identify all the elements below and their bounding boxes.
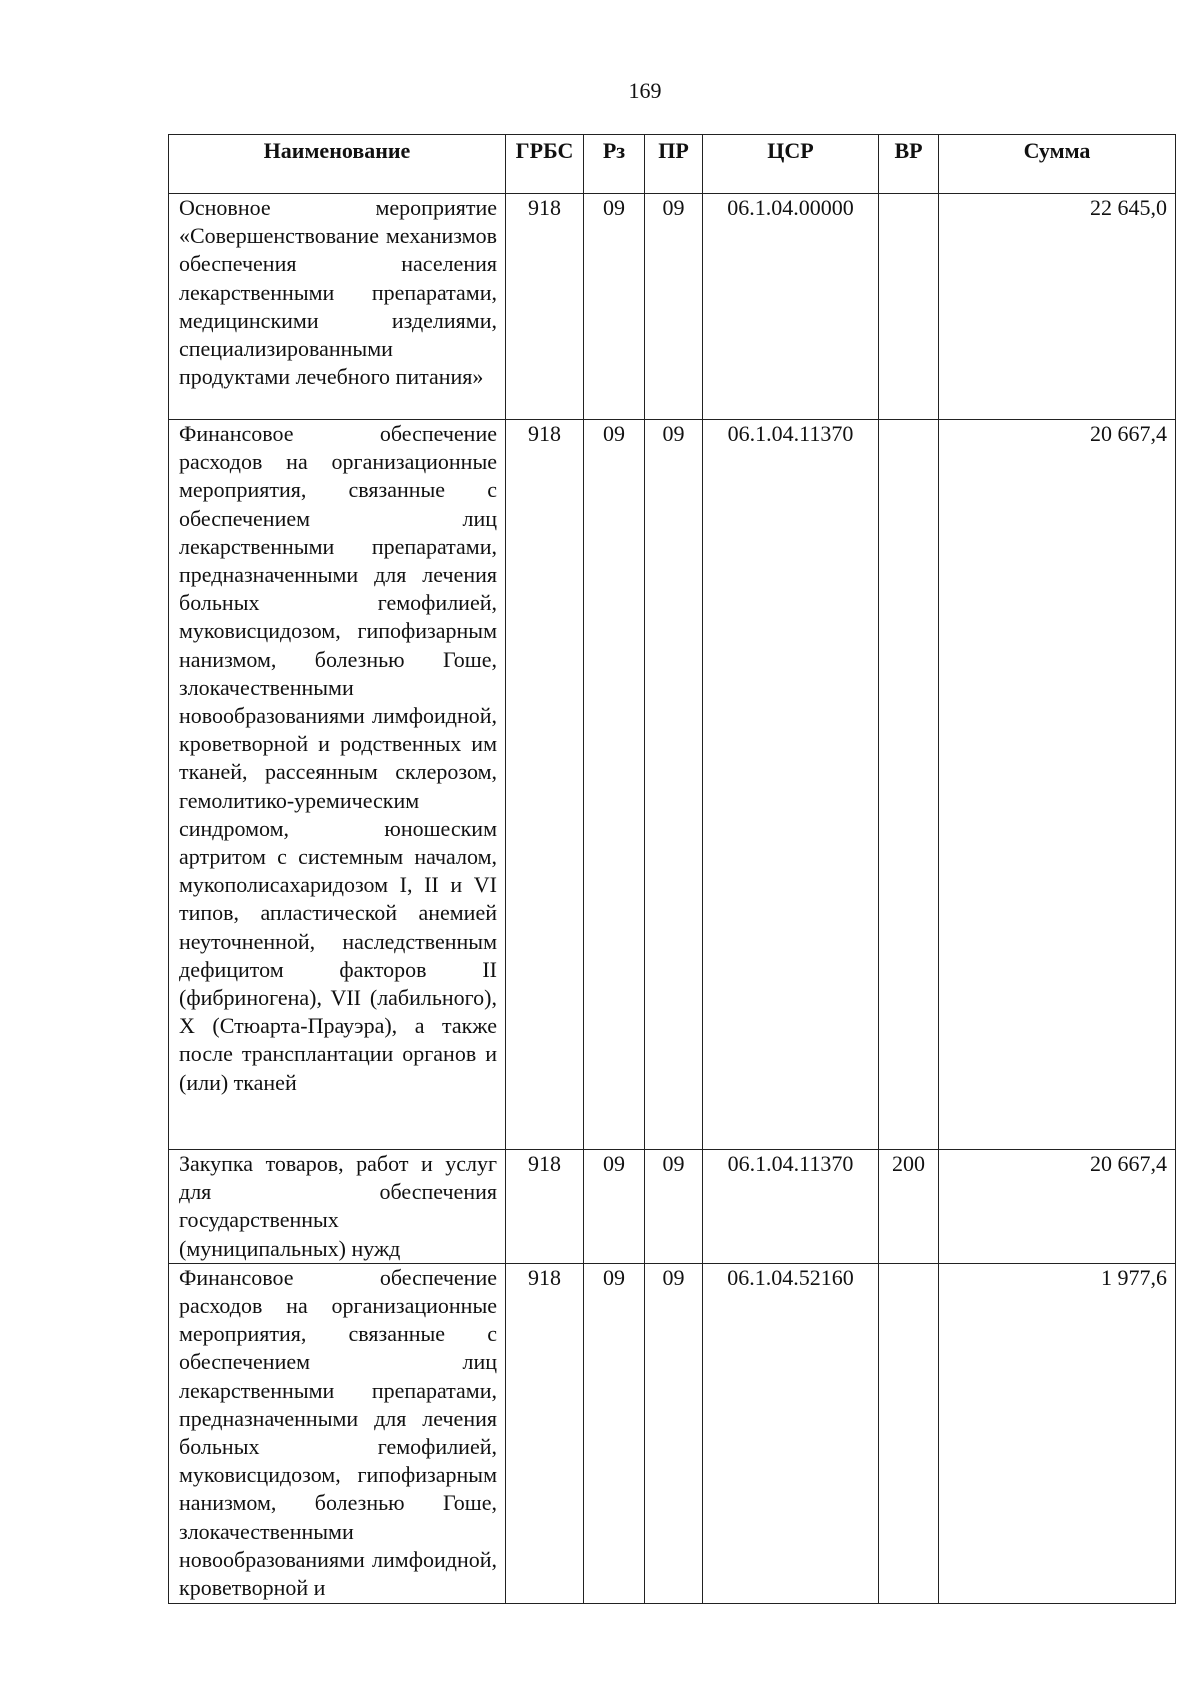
cell-grbs: 918 [506,420,584,1150]
cell-csr: 06.1.04.00000 [703,194,879,420]
table-row [169,1263,1176,1603]
table-row [169,194,1176,420]
cell-grbs: 918 [506,1150,584,1264]
cell-sum: 20 667,4 [939,420,1176,1150]
cell-grbs: 918 [506,194,584,420]
cell-pr: 09 [645,1150,703,1264]
cell-name: Закупка товаров, работ и услуг для обеспечения государственных (муниципальных) нужд [169,1150,506,1264]
cell-vr [879,1263,939,1603]
cell-sum: 22 645,0 [939,194,1176,420]
header-name: Наименование [169,135,506,194]
cell-pr: 09 [645,194,703,420]
cell-rz: 09 [584,1263,645,1603]
table-row [169,1150,1176,1264]
cell-pr: 09 [645,1263,703,1603]
table-body [169,194,1176,1604]
header-sum: Сумма [939,135,1176,194]
cell-rz: 09 [584,420,645,1150]
budget-table [168,134,1176,1604]
cell-name: Основное мероприятие «Совершенствование механизмов обеспечения населения лекарственными препаратами, медицинскими изделиями, специализированными продуктами лечебного питания» [169,194,506,420]
cell-rz: 09 [584,1150,645,1264]
table-row [169,420,1176,1150]
cell-name: Финансовое обеспечение расходов на организационные мероприятия, связанные с обеспечением лиц лекарственными препаратами, предназначенными для лечения больных гемофилией, муковисцидозом, гипофизарным нанизмом, болезнью Гоше, злокачественными новообразованиями лимфоидной, кроветворной и [169,1263,506,1603]
cell-sum: 20 667,4 [939,1150,1176,1264]
cell-rz: 09 [584,194,645,420]
cell-csr: 06.1.04.11370 [703,420,879,1150]
page-number: 169 [628,78,662,103]
header-row [169,135,1176,194]
cell-vr: 200 [879,1150,939,1264]
cell-sum: 1 977,6 [939,1263,1176,1603]
cell-csr: 06.1.04.52160 [703,1263,879,1603]
header-pr: ПР [645,135,703,194]
cell-csr: 06.1.04.11370 [703,1150,879,1264]
cell-name: Финансовое обеспечение расходов на организационные мероприятия, связанные с обеспечением лиц лекарственными препаратами, предназначенными для лечения больных гемофилией, муковисцидозом, гипофизарным нанизмом, болезнью Гоше, злокачественными новообразованиями лимфоидной, кроветворной и родственных им тканей, рассеянным склерозом, гемолитико-уремическим синдромом, юношеским артритом с системным началом, мукополисахаридозом I, II и VI типов, апластической анемией неуточненной, наследственным дефицитом факторов II (фибриногена), VII (лабильного), X (Стюарта-Прауэра), а также после трансплантации органов и (или) тканей [169,420,506,1150]
header-csr: ЦСР [703,135,879,194]
header-rz: Рз [584,135,645,194]
header-vr: ВР [879,135,939,194]
cell-vr [879,420,939,1150]
cell-pr: 09 [645,420,703,1150]
header-grbs: ГРБС [506,135,584,194]
table-header [169,135,1176,194]
cell-vr [879,194,939,420]
cell-grbs: 918 [506,1263,584,1603]
